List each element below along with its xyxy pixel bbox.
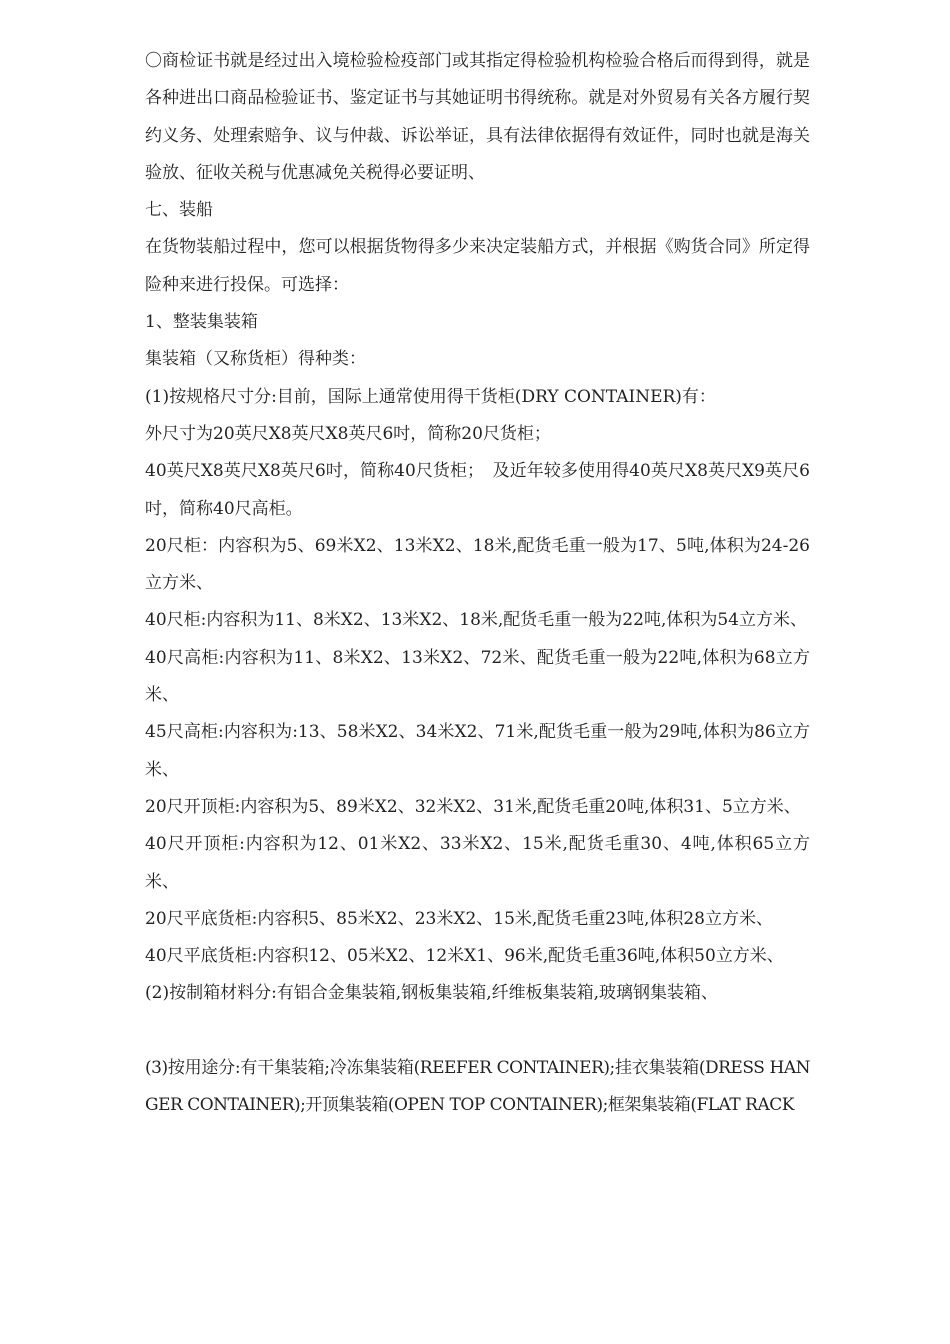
subheading-full-container: 1、整装集装箱 bbox=[145, 312, 258, 333]
paragraph-shipping-intro: 在货物装船过程中，您可以根据货物得多少来决定装船方式，并根据《购货合同》所定得险种来进行投保。可选择： bbox=[145, 237, 810, 295]
paragraph-40ft-container: 40尺柜:内容积为11、8米X2、13米X2、18米,配货毛重一般为22吨,体积为54立方米、 bbox=[145, 610, 807, 631]
paragraph-inspection-certificate: 〇商检证书就是经过出入境检验检疫部门或其指定得检验机构检验合格后而得到得，就是各种进出口商品检验证书、鉴定证书与其她证明书得统称。就是对外贸易有关各方履行契约义务、处理索赔争、议与仲裁、诉讼举证，具有法律依据得有效证件，同时也就是海关验放、征收关税与优惠减免关税得必要证明、 bbox=[145, 51, 810, 183]
paragraph-20ft-outer: 外尺寸为20英尺X8英尺X8英尺6吋，简称20尺货柜； bbox=[145, 423, 551, 444]
paragraph-45ft-high-cube: 45尺高柜:内容积为:13、58米X2、34米X2、71米,配货毛重一般为29吨,体积为86立方米、 bbox=[145, 722, 810, 780]
paragraph-40ft-flat: 40尺平底货柜:内容积12、05米X2、12米X1、96米,配货毛重36吨,体积50立方米、 bbox=[145, 946, 784, 967]
paragraph-20ft-flat: 20尺平底货柜:内容积5、85米X2、23米X2、15米,配货毛重23吨,体积28立方米、 bbox=[145, 908, 773, 929]
paragraph-by-use: (3)按用途分:有干集装箱;冷冻集装箱(REEFER CONTAINER);挂衣集装箱(DRESS HANGER CONTAINER);开顶集装箱(OPEN TOP CONTAINER);框架集装箱(FLAT RACK bbox=[145, 1058, 810, 1116]
paragraph-20ft-open-top: 20尺开顶柜:内容积为5、89米X2、32米X2、31米,配货毛重20吨,体积31、5立方米、 bbox=[145, 796, 801, 817]
document-body bbox=[145, 43, 810, 1125]
paragraph-40ft-open-top: 40尺开顶柜:内容积为12、01米X2、33米X2、15米,配货毛重30、4吨,体积65立方米、 bbox=[145, 834, 810, 892]
paragraph-by-size: (1)按规格尺寸分:目前，国际上通常使用得干货柜(DRY CONTAINER)有： bbox=[145, 386, 716, 407]
section-heading-shipping: 七、装船 bbox=[145, 200, 213, 221]
paragraph-40ft-high-cube: 40尺高柜:内容积为11、8米X2、13米X2、72米、配货毛重一般为22吨,体积为68立方米、 bbox=[145, 647, 810, 706]
paragraph-by-material: (2)按制箱材料分:有铝合金集装箱,钢板集装箱,纤维板集装箱,玻璃钢集装箱、 bbox=[145, 983, 719, 1004]
paragraph-40ft-outer: 40英尺X8英尺X8英尺6吋，简称40尺货柜； 及近年较多使用得40英尺X8英尺X9英尺6吋，简称40尺高柜。 bbox=[145, 461, 810, 519]
paragraph-20ft-container: 20尺柜：内容积为5、69米X2、13米X2、18米,配货毛重一般为17、5吨,体积为24-26立方米、 bbox=[145, 535, 810, 594]
paragraph-container-types: 集装箱（又称货柜）得种类： bbox=[145, 349, 366, 370]
